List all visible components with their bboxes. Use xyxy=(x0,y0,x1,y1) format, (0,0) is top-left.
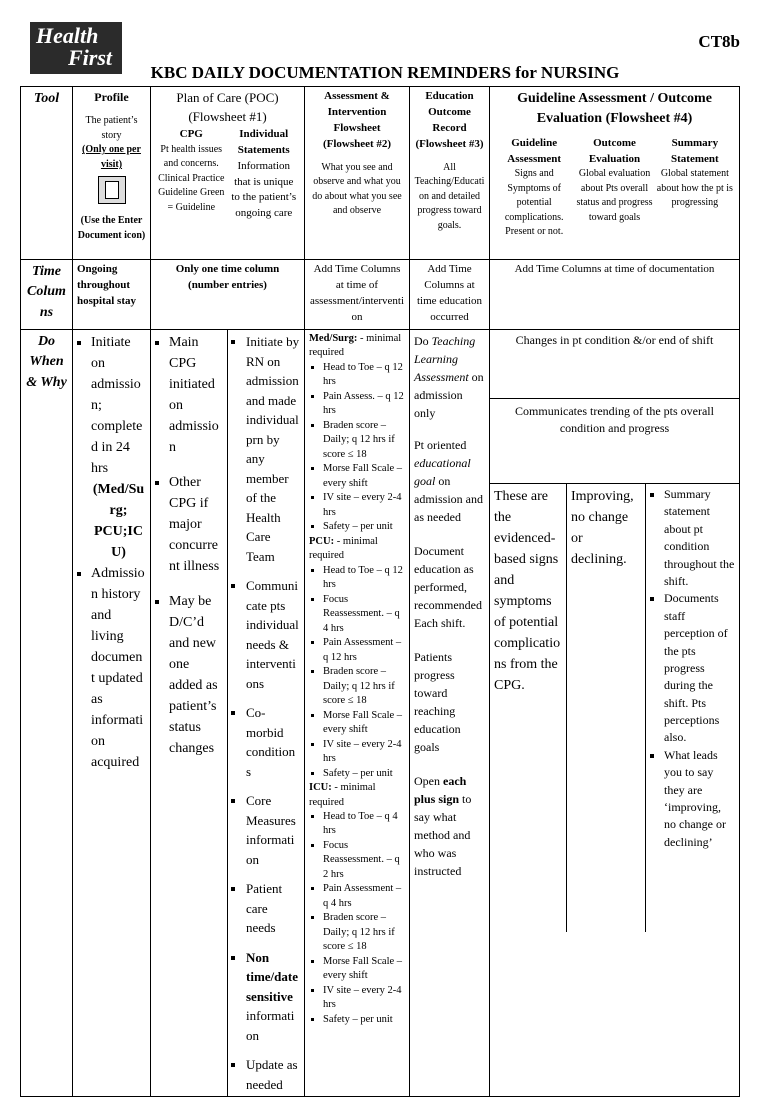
guide-summary xyxy=(646,484,739,932)
individual-item: ▪ Communicate pts individual needs & interventions xyxy=(246,576,300,693)
pcu-head: PCU: xyxy=(309,535,335,547)
cpg-item: ▪ Other CPG if major concurrent illness xyxy=(169,472,223,577)
icu-head: ICU: xyxy=(309,782,332,794)
education-title: Education Outcome Record (Flowsheet #3) xyxy=(415,90,484,150)
time-poc: Only one time column (number entries) xyxy=(151,260,305,330)
assessment-header xyxy=(305,87,410,260)
medsurg-item: ▪ IV site – every 2-4 hrs xyxy=(323,491,405,520)
profile-item: ▪ Admission history and living document updated as information acquired xyxy=(91,563,146,773)
profile-enter: (Use the Enter Document icon) xyxy=(77,215,146,241)
icu-item: ▪ Braden score – Daily; q 12 hrs if score ≤ 18 xyxy=(323,911,405,954)
individual-item: ▪ Core Measures information xyxy=(246,791,300,869)
icu-item: ▪ Head to Toe – q 4 hrs xyxy=(323,810,405,839)
poc-title: Plan of Care (POC) (Flowsheet #1) xyxy=(176,90,279,124)
medsurg-item: ▪ Head to Toe – q 12 hrs xyxy=(323,361,405,390)
edu-doc: Document education as performed, recommended Each shift. xyxy=(414,544,482,630)
edu-plus: each plus sign xyxy=(414,774,467,806)
individual-item: ▪ Update as needed xyxy=(246,1055,300,1094)
profile-story: The patient’s story xyxy=(85,115,138,141)
profile-title: Profile xyxy=(94,90,129,104)
individual-item: information xyxy=(246,1008,295,1043)
edu-do: Do xyxy=(414,334,429,348)
assessment-title: Assessment & Intervention Flowsheet (Flowsheet #2) xyxy=(322,90,392,150)
guideline-col2-text: Global evaluation about Pts overall status and progress toward goals xyxy=(576,168,653,223)
pcu-list xyxy=(309,564,405,781)
profile-item: (Med/Surg; PCU;ICU) xyxy=(92,482,145,560)
cpg-item: ▪ Main CPG initiated on admission xyxy=(169,332,223,458)
edu-on: on admission only xyxy=(414,370,484,420)
cpg-title: CPG xyxy=(179,127,203,140)
pcu-item: ▪ Morse Fall Scale – every shift xyxy=(323,709,405,738)
row-label-do-when: Do When & Why xyxy=(21,330,73,1097)
education-header xyxy=(410,87,490,260)
edu-goal: educational goal xyxy=(414,456,471,488)
profile-header xyxy=(73,87,151,260)
logo-line-1: Health xyxy=(36,23,99,48)
time-columns-row xyxy=(21,260,740,330)
time-profile: Ongoing throughout hospital stay xyxy=(73,260,151,330)
guideline-col1-title: Guideline Assessment xyxy=(507,136,562,165)
when-individual xyxy=(228,330,305,1097)
icu-list xyxy=(309,810,405,1027)
time-guideline: Add Time Columns at time of documentation xyxy=(490,260,740,330)
pcu-item: ▪ Safety – per unit xyxy=(323,767,405,781)
enter-document-icon xyxy=(98,176,126,204)
pcu-note: - minimal required xyxy=(309,535,378,562)
medsurg-note: - minimal required xyxy=(309,333,402,359)
assessment-text: What you see and observe and what you do about what you see and observe xyxy=(312,161,402,217)
pcu-item: ▪ Pain Assessment – q 12 hrs xyxy=(323,636,405,665)
guideline-header xyxy=(490,87,740,260)
individual-item: ▪ Non time/date sensitive xyxy=(246,948,300,1007)
icu-note: - minimal required xyxy=(309,782,376,808)
icu-item: ▪ Safety – per unit xyxy=(323,1013,405,1027)
profile-once: (Only one per visit) xyxy=(82,144,141,170)
edu-goal2: on admission and as needed xyxy=(414,474,483,524)
edu-open: Open xyxy=(414,774,440,788)
reminders-table xyxy=(20,86,740,1097)
edu-rest: to say what method and who was instructed xyxy=(414,792,472,878)
edu-pt: Pt oriented xyxy=(414,438,467,452)
guide-improving: Improving, no change or declining. xyxy=(567,484,646,932)
logo-line-2: First xyxy=(68,45,113,70)
time-assessment: Add Time Columns at time of assessment/intervention xyxy=(305,260,410,330)
guideline-col3-text: Global statement about how the pt is progressing xyxy=(656,168,733,209)
pcu-item: ▪ Head to Toe – q 12 hrs xyxy=(323,564,405,593)
cpg-text: Pt health issues and concerns. Clinical Practice Guideline Green = Guideline xyxy=(158,143,225,213)
profile-item: ▪ Initiate on admission; completed in 24 hrs xyxy=(91,332,146,479)
pcu-item: ▪ IV site – every 2-4 hrs xyxy=(323,738,405,767)
individual-item: ▪ Initiate by RN on admission and made individual prn by any member of the Health Care Team xyxy=(246,332,300,566)
do-when-row xyxy=(21,330,740,1097)
when-guideline xyxy=(490,330,740,1097)
medsurg-item: ▪ Braden score – Daily; q 12 hrs if score ≤ 18 xyxy=(323,419,405,462)
icu-item: ▪ IV site – every 2-4 hrs xyxy=(323,984,405,1013)
row-label-tool: Tool xyxy=(21,87,73,260)
individual-item: ▪ Co-morbid conditions xyxy=(246,703,300,781)
icu-item: ▪ Morse Fall Scale – every shift xyxy=(323,955,405,984)
edu-tla: Teaching Learning Assessment xyxy=(414,334,476,384)
when-profile xyxy=(73,330,151,1097)
individual-text: Information that is unique to the patient’s ongoing care xyxy=(231,159,297,220)
guideline-col1-text: Signs and Symptoms of potential complications. Present or not. xyxy=(504,168,564,238)
medsurg-list xyxy=(309,361,405,535)
pcu-item: ▪ Braden score – Daily; q 12 hrs if score ≤ 18 xyxy=(323,665,405,708)
document-code: CT8b xyxy=(698,32,740,51)
when-assessment xyxy=(305,330,410,1097)
row-label-time-columns: Time Columns xyxy=(21,260,73,330)
cpg-item: ▪ May be D/C’d and new one added as patient’s status changes xyxy=(169,591,223,759)
education-text: All Teaching/Education and detailed progress toward goals. xyxy=(414,161,485,231)
poc-header xyxy=(151,87,305,260)
guide-evidence: These are the evidenced-based signs and symptoms of potential complications from the CPG. xyxy=(490,484,567,932)
pcu-item: ▪ Focus Reassessment. – q 4 hrs xyxy=(323,593,405,636)
when-education xyxy=(410,330,490,1097)
edu-progress: Patients progress toward reaching education goals xyxy=(414,650,461,754)
individual-item: ▪ Patient care needs xyxy=(246,879,300,938)
guideline-title: Guideline Assessment / Outcome Evaluation (Flowsheet #4) xyxy=(517,91,712,127)
medsurg-item: ▪ Safety – per unit xyxy=(323,520,405,534)
summary-item: ▪ Summary statement about pt condition throughout the shift. xyxy=(664,486,735,590)
summary-item: ▪ Documents staff perception of the pts progress during the shift. Pts perceptions also. xyxy=(664,590,735,747)
guide-trend: Communicates trending of the pts overall condition and progress xyxy=(490,399,739,484)
individual-title: Individual Statements xyxy=(237,127,290,156)
document-title: KBC DAILY DOCUMENTATION REMINDERS for NURSING xyxy=(150,63,620,82)
summary-list xyxy=(650,486,735,851)
when-cpg xyxy=(151,330,228,1097)
guideline-col2-title: Outcome Evaluation xyxy=(588,136,641,165)
guide-changes: Changes in pt condition &/or end of shift xyxy=(490,330,739,399)
guideline-col3-title: Summary Statement xyxy=(671,136,719,165)
icu-item: ▪ Focus Reassessment. – q 2 hrs xyxy=(323,839,405,882)
medsurg-item: ▪ Morse Fall Scale – every shift xyxy=(323,462,405,491)
medsurg-head: Med/Surg: xyxy=(309,333,358,344)
medsurg-item: ▪ Pain Assess. – q 12 hrs xyxy=(323,390,405,419)
time-education: Add Time Columns at time education occurred xyxy=(410,260,490,330)
icu-item: ▪ Pain Assessment – q 4 hrs xyxy=(323,882,405,911)
tool-row xyxy=(21,87,740,260)
summary-item: ▪ What leads you to say they are ‘improving, no change or declining’ xyxy=(664,747,735,851)
